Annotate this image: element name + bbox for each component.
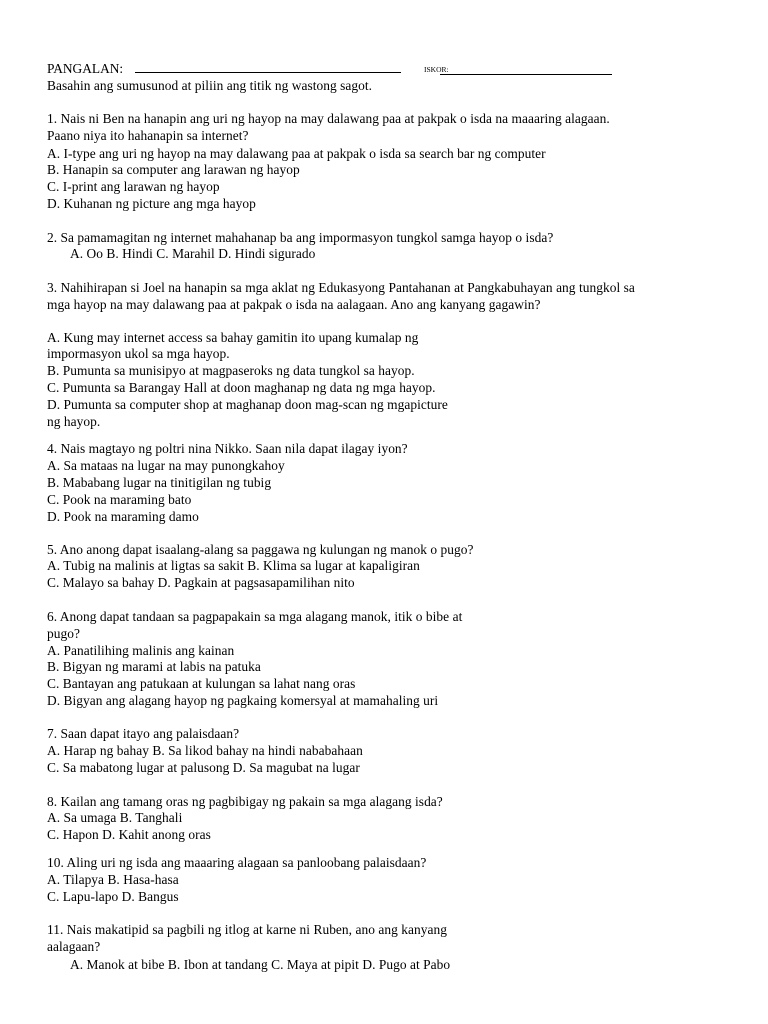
- question-4-text: 4. Nais magtayo ng poltri nina Nikko. Saan nila dapat ilagay iyon?: [47, 441, 408, 456]
- question-6-text: 6. Anong dapat tandaan sa pagpapakain sa mga alagang manok, itik o bibe at: [47, 609, 463, 624]
- question-3-choice: D. Pumunta sa computer shop at maghanap doon mag-scan ng mgapicture: [47, 397, 448, 412]
- header-row: [47, 61, 647, 77]
- question-2-choice: A. Oo B. Hindi C. Marahil D. Hindi sigurado: [70, 246, 316, 261]
- question-6-choice: B. Bigyan ng marami at labis na patuka: [47, 659, 261, 674]
- question-6-choice: D. Bigyan ang alagang hayop ng pagkaing komersyal at mamahaling uri: [47, 693, 439, 708]
- question-3-choice: C. Pumunta sa Barangay Hall at doon maghanap ng data ng mga hayop.: [47, 380, 436, 395]
- question-3-choice: impormasyon ukol sa mga hayop.: [47, 346, 230, 361]
- question-1-choice: D. Kuhanan ng picture ang mga hayop: [47, 196, 256, 211]
- question-11-text: 11. Nais makatipid sa pagbili ng itlog at karne ni Ruben, ano ang kanyang: [47, 922, 447, 937]
- question-7-text: 7. Saan dapat itayo ang palaisdaan?: [47, 726, 240, 741]
- question-6-text: pugo?: [47, 626, 80, 641]
- score-label: ISKOR:: [424, 65, 449, 74]
- question-8-choice: A. Sa umaga B. Tanghali: [47, 810, 183, 825]
- question-1-choice: A. I-type ang uri ng hayop na may dalawang paa at pakpak o isda sa search bar ng computer: [47, 146, 546, 161]
- instructions: Basahin ang sumusunod at piliin ang titik ng wastong sagot.: [47, 78, 373, 93]
- question-1-text: 1. Nais ni Ben na hanapin ang uri ng hayop na may dalawang paa at pakpak o isda na maaaring alagaan.: [47, 111, 610, 126]
- question-3-text: mga hayop na may dalawang paa at pakpak o isda na aalagaan. Ano ang kanyang gagawin?: [47, 297, 541, 312]
- question-7-choice: C. Sa mabatong lugar at palusong D. Sa magubat na lugar: [47, 760, 360, 775]
- question-4-choice: C. Pook na maraming bato: [47, 492, 192, 507]
- question-8-choice: C. Hapon D. Kahit anong oras: [47, 827, 211, 842]
- question-3-choice: B. Pumunta sa munisipyo at magpaseroks ng data tungkol sa hayop.: [47, 363, 415, 378]
- question-7-choice: A. Harap ng bahay B. Sa likod bahay na hindi nababahaan: [47, 743, 363, 758]
- question-2-text: 2. Sa pamamagitan ng internet mahahanap ba ang impormasyon tungkol samga hayop o isda?: [47, 230, 554, 245]
- score-blank-line: [440, 74, 612, 75]
- name-label: PANGALAN:: [47, 61, 124, 76]
- question-6-choice: C. Bantayan ang patukaan at kulungan sa lahat nang oras: [47, 676, 356, 691]
- question-5-choice: C. Malayo sa bahay D. Pagkain at pagsasapamilihan nito: [47, 575, 355, 590]
- question-4-choice: D. Pook na maraming damo: [47, 509, 199, 524]
- question-11-text: aalagaan?: [47, 939, 101, 954]
- question-4-choice: A. Sa mataas na lugar na may punongkahoy: [47, 458, 285, 473]
- question-8-text: 8. Kailan ang tamang oras ng pagbibigay ng pakain sa mga alagang isda?: [47, 794, 443, 809]
- question-3-text: 3. Nahihirapan si Joel na hanapin sa mga aklat ng Edukasyong Pantahanan at Pangkabuhayan ang tungkol sa: [47, 280, 635, 295]
- name-blank-line: [135, 72, 401, 73]
- question-10-choice: A. Tilapya B. Hasa-hasa: [47, 872, 179, 887]
- question-4-choice: B. Mababang lugar na tinitigilan ng tubig: [47, 475, 272, 490]
- question-1-text: Paano niya ito hahanapin sa internet?: [47, 128, 249, 143]
- question-5-choice: A. Tubig na malinis at ligtas sa sakit B. Klima sa lugar at kapaligiran: [47, 558, 420, 573]
- question-1-choice: C. I-print ang larawan ng hayop: [47, 179, 220, 194]
- question-10-choice: C. Lapu-lapo D. Bangus: [47, 889, 179, 904]
- question-11-choice: A. Manok at bibe B. Ibon at tandang C. Maya at pipit D. Pugo at Pabo: [70, 957, 451, 972]
- question-6-choice: A. Panatilihing malinis ang kainan: [47, 643, 235, 658]
- question-5-text: 5. Ano anong dapat isaalang-alang sa paggawa ng kulungan ng manok o pugo?: [47, 542, 474, 557]
- question-1-choice: B. Hanapin sa computer ang larawan ng hayop: [47, 162, 300, 177]
- question-10-text: 10. Aling uri ng isda ang maaaring alagaan sa panloobang palaisdaan?: [47, 855, 427, 870]
- question-3-choice: A. Kung may internet access sa bahay gamitin ito upang kumalap ng: [47, 330, 419, 345]
- question-3-choice: ng hayop.: [47, 414, 101, 429]
